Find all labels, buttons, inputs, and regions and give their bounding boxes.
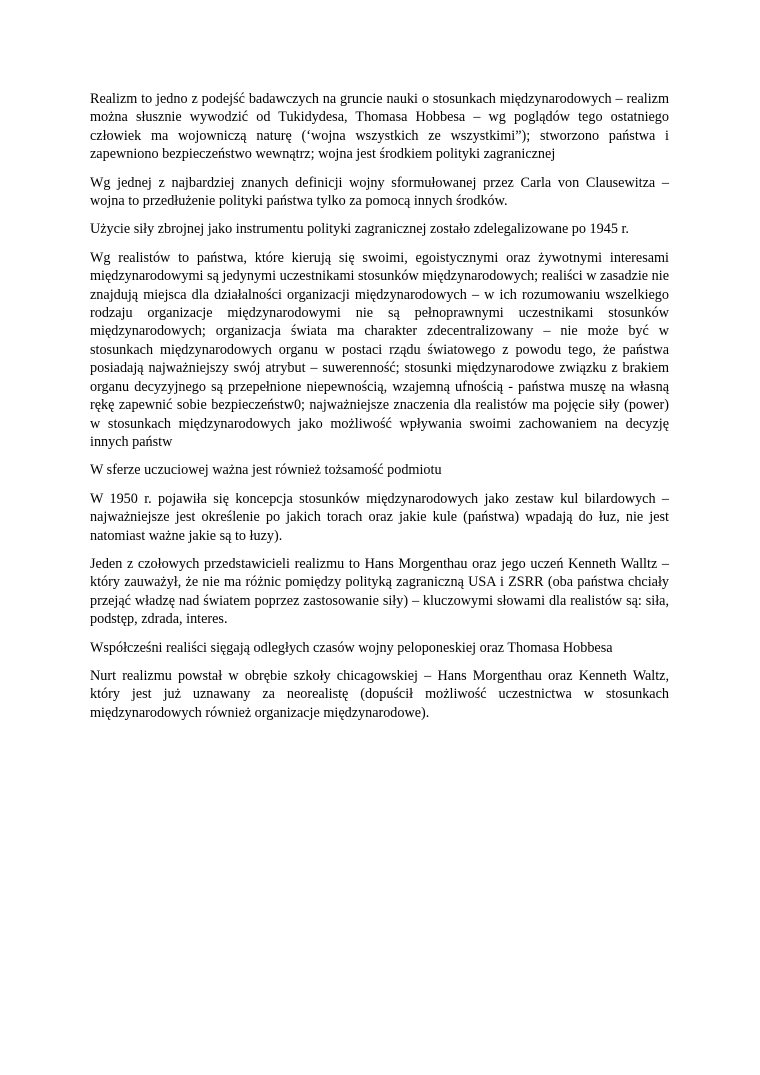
paragraph-force-delegalized: Użycie siły zbrojnej jako instrumentu polityki zagranicznej zostało zdelegalizowane po 1945 r.: [90, 221, 629, 238]
paragraph-realism-intro: Realizm to jedno z podejść badawczych na gruncie nauki o stosunkach międzynarodowych – realizm można słusznie wywodzić od Tukidydesa, Thomasa Hobbesa – wg poglądów tego ostatniego człowiek ma wojowniczą naturę (‘wojna wszystkich ze wszystkimi”); stworzono państwa i zapewniono bezpieczeństwo wewnątrz; wojna jest środkiem polityki zagranicznej: [90, 91, 669, 163]
paragraph-morgenthau: Jeden z czołowych przedstawicieli realizmu to Hans Morgenthau oraz jego uczeń Kenneth Walltz – który zauważył, że nie ma różnic pomiędzy polityką zagraniczną USA i ZSRR (oba państwa chciały przejąć władzę nad światem poprzez zastosowanie siły) – kluczowymi słowami dla realistów są: siła, podstęp, zdrada, interes.: [90, 555, 669, 628]
paragraph-clausewitz: Wg jednej z najbardziej znanych definicji wojny sformułowanej przez Carla von Clausewitza – wojna to przedłużenie polityki państwa tylko za pomocą innych środków.: [90, 174, 669, 210]
paragraph-realists-states: Wg realistów to państwa, które kierują się swoimi, egoistycznymi oraz żywotnymi interesami międzynarodowymi są jedynymi uczestnikami stosunków międzynarodowych; realiści w zasadzie nie znajdują miejsca dla działalności organizacji międzynarodowych – w ich rozumowaniu wszelkiego rodzaju organizacje międzynarodowymi nie są pełnoprawnymi uczestnikami stosunków międzynarodowych; organizacja świata ma charakter zdecentralizowany – nie może być w stosunkach międzynarodowych organu w postaci rządu światowego z powodu tego, że państwa posiadają najważniejszy swój atrybut – suwerenność; stosunki międzynarodowe związku z brakiem organu decyzyjnego są przepełnione niepewnością, wzajemną ufnością - państwa muszę na własną rękę zapewnić sobie bezpieczeństw0; najważniejsze znaczenia dla realistów ma pojęcie siły (power) w stosunkach międzynarodowych jako możliwość wpływania swoimi zachowaniem na decyzję innych państw: [90, 249, 669, 450]
paragraph-chicago-school: Nurt realizmu powstał w obrębie szkoły chicagowskiej – Hans Morgenthau oraz Kenneth Waltz, który jest już uznawany za neorealistę (dopuścił możliwość uczestnictwa w stosunkach międzynarodowych również organizacje międzynarodowe).: [90, 667, 669, 721]
document-body: [90, 90, 669, 732]
paragraph-contemporary-realists: Współcześni realiści sięgają odległych czasów wojny peloponeskiej oraz Thomasa Hobbesa: [90, 639, 613, 656]
paragraph-emotional-sphere: W sferze uczuciowej ważna jest również tożsamość podmiotu: [90, 462, 442, 479]
paragraph-billiard-balls: W 1950 r. pojawiła się koncepcja stosunków międzynarodowych jako zestaw kul bilardowych – najważniejsze jest określenie po jakich torach oraz jakie kule (państwa) wpadają do łuz, nie jest natomiast ważne jakie są to łuzy).: [90, 490, 669, 544]
